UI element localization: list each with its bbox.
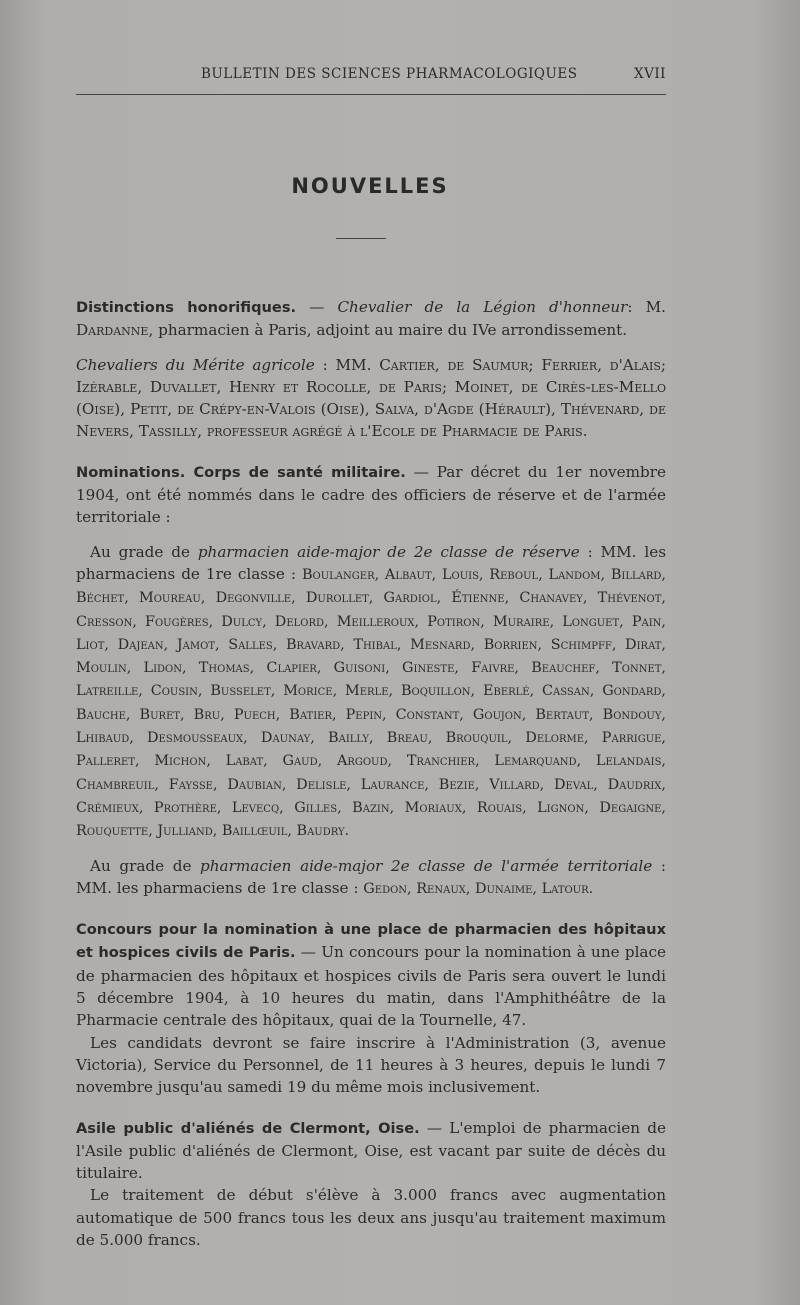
asile-heading: Asile public d'aliénés de Clermont, Oise. [76, 1119, 420, 1137]
legion-label: Chevalier de la Légion d'honneur [337, 298, 628, 316]
concours-heading: Concours pour la nomination à une place de pharmacien des hôpitaux et hospices civils de Paris. [76, 921, 666, 962]
grade1-suffix: : MM. les pharmaciens de 1re classe : [76, 542, 666, 583]
journal-title: BULLETIN DES SCIENCES PHARMACOLOGIQUES [201, 66, 578, 82]
dardanne-name: Dardanne [76, 321, 149, 340]
legion-text-b: , pharmacien à Paris, adjoint au maire du IVe arrondissement. [148, 321, 628, 340]
asile-text: — L'emploi de pharmacien de l'Asile public d'aliénés de Clermont, Oise, est vacant par suite de décès du titulaire. [76, 1118, 666, 1183]
grade1-paragraph [76, 541, 666, 843]
title-rule [336, 238, 386, 239]
asile-paragraph [76, 1117, 666, 1185]
nominations-paragraph [76, 461, 666, 529]
grade2-names: Gedon, Renaux, Dunaime, Latour. [363, 880, 594, 897]
nominations-intro: — Par décret du 1er novembre 1904, ont été nommés dans le cadre des officiers de réserve et de l'armée territoriale : [76, 462, 666, 527]
merite-paragraph [76, 354, 666, 443]
grade1-label: pharmacien aide-major de 2e classe de réserve [197, 542, 580, 561]
article-body [76, 296, 666, 1251]
page-number: XVII [633, 66, 666, 82]
distinctions-paragraph [76, 296, 666, 342]
concours-paragraph-2: Les candidats devront se faire inscrire à l'Administration (3, avenue Victoria), Service du Personnel, de 11 heures à 3 heures, depuis le lundi 7 novembre jusqu'au samedi 19 du même mois inclusivement. [76, 1033, 666, 1097]
merite-text: : MM. Cartier, de Saumur; Ferrier, d'Alais; Izérable, Duvallet, Henry et Rocolle, de Paris; Moinet, de Cirès-les-Mello (Oise), Petit, de Crépy-en-Valois (Oise), Salva, d'Agde (Hérault), Thévenard, de Nevers, Tassilly, professeur agrégé à l'Ecole de Pharmacie de Paris. [76, 355, 667, 441]
grade1-names: Boulanger, Albaut, Louis, Reboul, Landom, Billard, Béchet, Moureau, Degonville, Durollet, Gardiol, Étienne, Chanavey, Thévenot, Cresson, Fougères, Dulcy, Delord, Meilleroux, Potiron, Muraire, Longuet, Pain, Liot, Dajean, Jamot, Salles, Bravard, Thibal, Mesnard, Borrien, Schimpff, Dirat, Moulin, Lidon, Thomas, Clapier, Guisoni, Gineste, Faivre, Beauchef, Tonnet, Latreille, Cousin, Busselet, Morice, Merle, Boquillon, Eberlé, Cassan, Gondard, Bauche, Buret, Bru, Puech, Batier, Pepin, Constant, Goujon, Bertaut, Bondouy, Lhibaud, Desmousseaux, Daunay, Bailly, Breau, Brouquil, Delorme, Parrigue, Palleret, Michon, Labat, Gaud, Argoud, Tranchier, Lemarquand, Lelandais, Chambreuil, Faysse, Daubian, Delisle, Laurance, Bezie, Villard, Deval, Daudrix, Crémieux, Prothère, Levecq, Gilles, Bazin, Moriaux, Rouais, Lignon, Degaigne, Rouquette, Julliand, Baillœuil, Baudry. [76, 566, 666, 840]
header-rule [76, 94, 666, 95]
section-title: NOUVELLES [291, 174, 449, 198]
legion-text-a: : M. [627, 298, 666, 316]
merite-label: Chevaliers du Mérite agricole [76, 355, 315, 374]
grade1-prefix: Au grade de [90, 542, 198, 561]
concours-text: — Un concours pour la nomination à une place de pharmacien des hôpitaux et hospices civils de Paris sera ouvert le lundi 5 décembre 1904, à 10 heures du matin, dans l'Amphithéâtre de la Pharmacie centrale des hôpitaux, quai de la Tournelle, 47. [76, 943, 666, 1030]
grade2-paragraph [76, 855, 666, 901]
grade2-label: pharmacien aide-major 2e classe de l'armée territoriale [200, 856, 653, 875]
asile-paragraph-2: Le traitement de début s'élève à 3.000 francs avec augmentation automatique de 500 francs tous les deux ans jusqu'au traitement maximum de 5.000 francs. [76, 1186, 666, 1249]
grade2-suffix: : MM. les pharmaciens de 1re classe : [76, 856, 666, 897]
grade2-prefix: Au grade de [90, 856, 201, 875]
distinctions-dash: — [296, 298, 338, 316]
distinctions-heading: Distinctions honorifiques. [76, 299, 297, 316]
concours-paragraph [76, 918, 666, 1031]
nominations-heading: Nominations. Corps de santé militaire. [76, 463, 406, 481]
